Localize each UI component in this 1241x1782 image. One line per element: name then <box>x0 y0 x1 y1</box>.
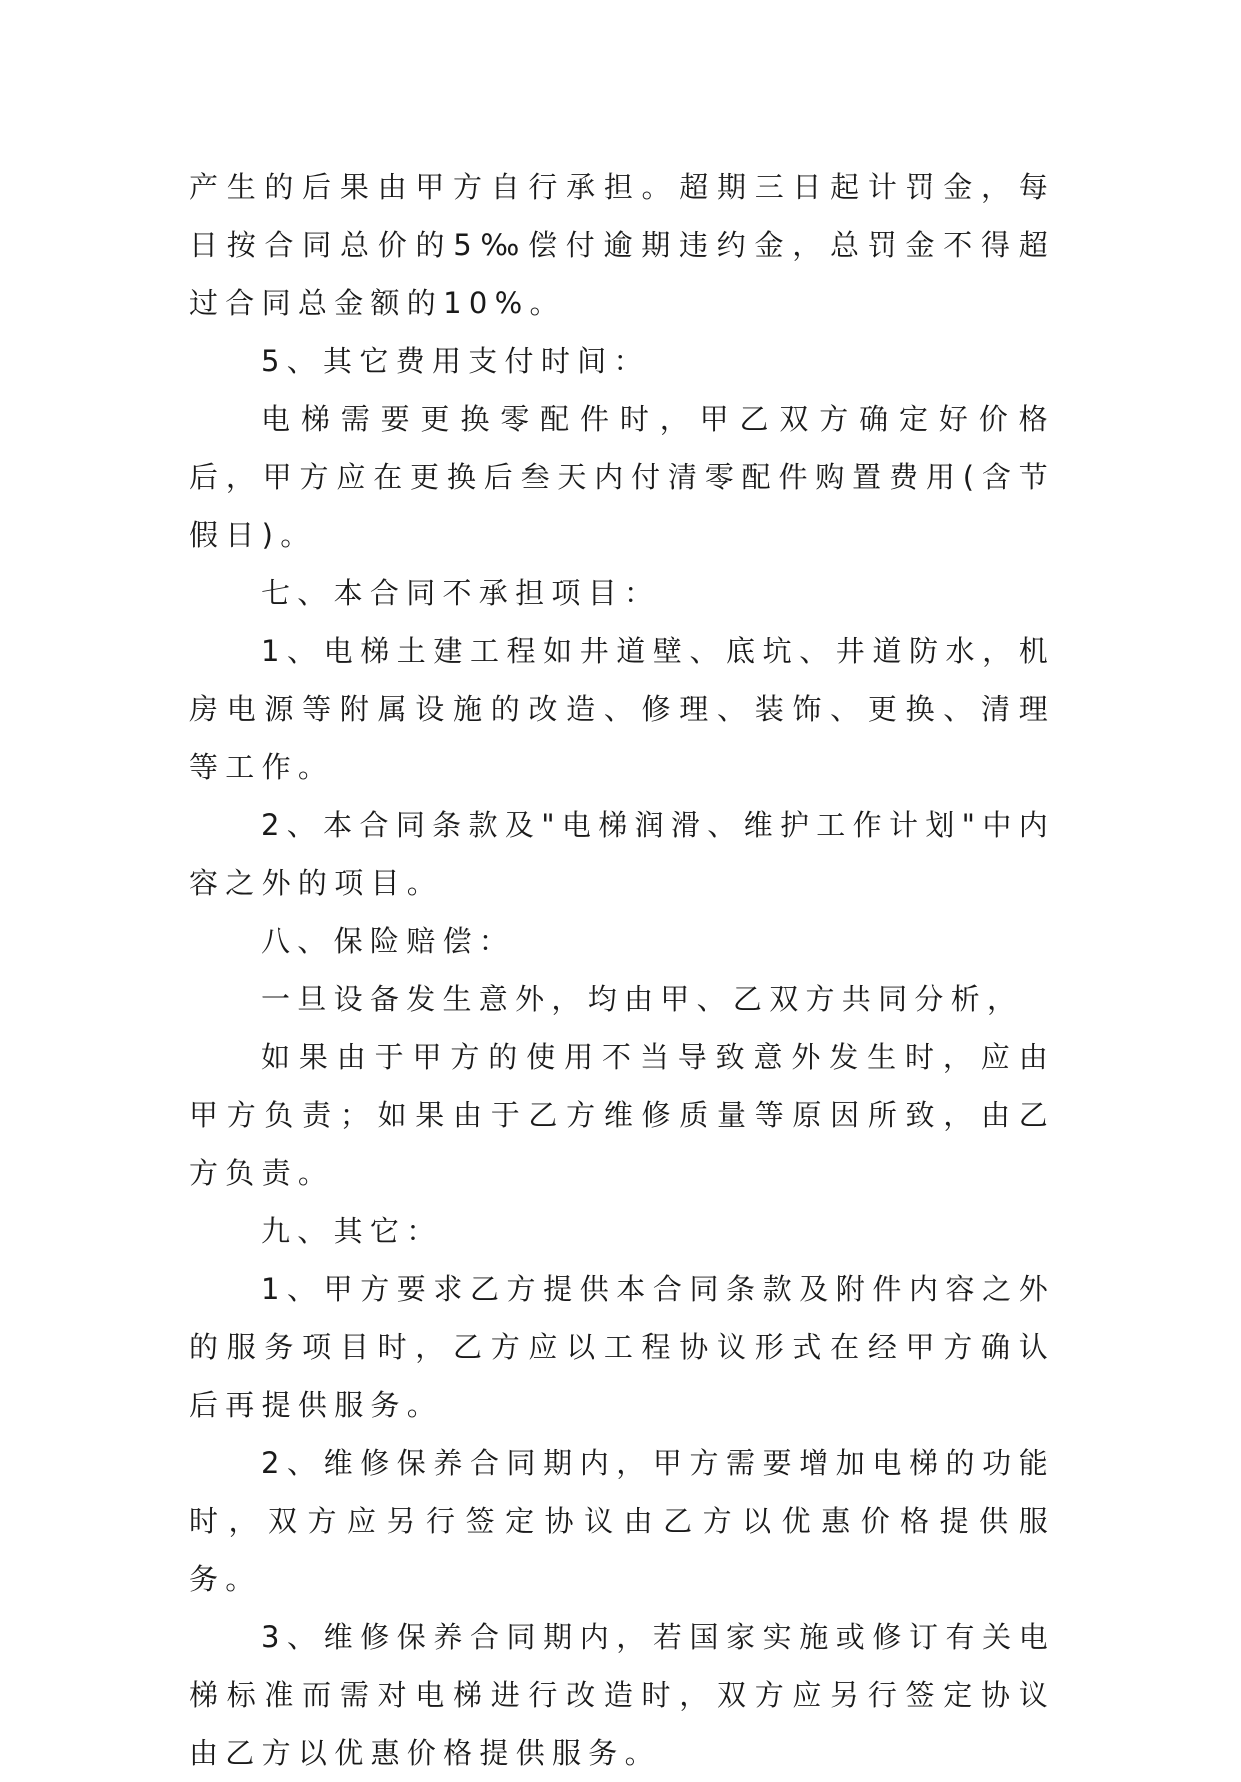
section-heading-exclusions: 七、本合同不承担项目： <box>261 576 661 610</box>
section-heading-insurance: 八、保险赔偿： <box>261 924 516 958</box>
section-heading-others: 九、其它： <box>261 1214 443 1248</box>
paragraph-other-fees-heading: 5、其它费用支付时间： <box>261 344 650 378</box>
paragraph-extra-services: 1、甲方要求乙方提供本合同条款及附件内容之外的服务项目时，乙方应以工程协议形式在经甲方确认后再提供服务。 <box>189 1272 1055 1422</box>
paragraph-exclusion-other-items: 2、本合同条款及"电梯润滑、维护工作计划"中内容之外的项目。 <box>189 808 1055 900</box>
paragraph-liability: 如果由于甲方的使用不当导致意外发生时，应由甲方负责；如果由于乙方维修质量等原因所致，由乙方负责。 <box>189 1040 1055 1190</box>
paragraph-accident-analysis: 一旦设备发生意外，均由甲、乙双方共同分析， <box>261 982 1024 1016</box>
document-body <box>189 158 1055 1782</box>
paragraph-standard-revisions: 3、维修保养合同期内，若国家实施或修订有关电梯标准而需对电梯进行改造时，双方应另行签定协议由乙方以优惠价格提供服务。 <box>189 1620 1055 1770</box>
paragraph-exclusion-civil-works: 1、电梯土建工程如井道壁、底坑、井道防水，机房电源等附属设施的改造、修理、装饰、更换、清理等工作。 <box>189 634 1055 784</box>
paragraph-penalty-terms: 产生的后果由甲方自行承担。超期三日起计罚金，每日按合同总价的5‰偿付逾期违约金，总罚金不得超过合同总金额的10%。 <box>189 170 1055 320</box>
paragraph-parts-payment: 电梯需要更换零配件时，甲乙双方确定好价格后，甲方应在更换后叁天内付清零配件购置费用(含节假日)。 <box>189 402 1055 552</box>
paragraph-function-additions: 2、维修保养合同期内，甲方需要增加电梯的功能时，双方应另行签定协议由乙方以优惠价格提供服务。 <box>189 1446 1055 1596</box>
